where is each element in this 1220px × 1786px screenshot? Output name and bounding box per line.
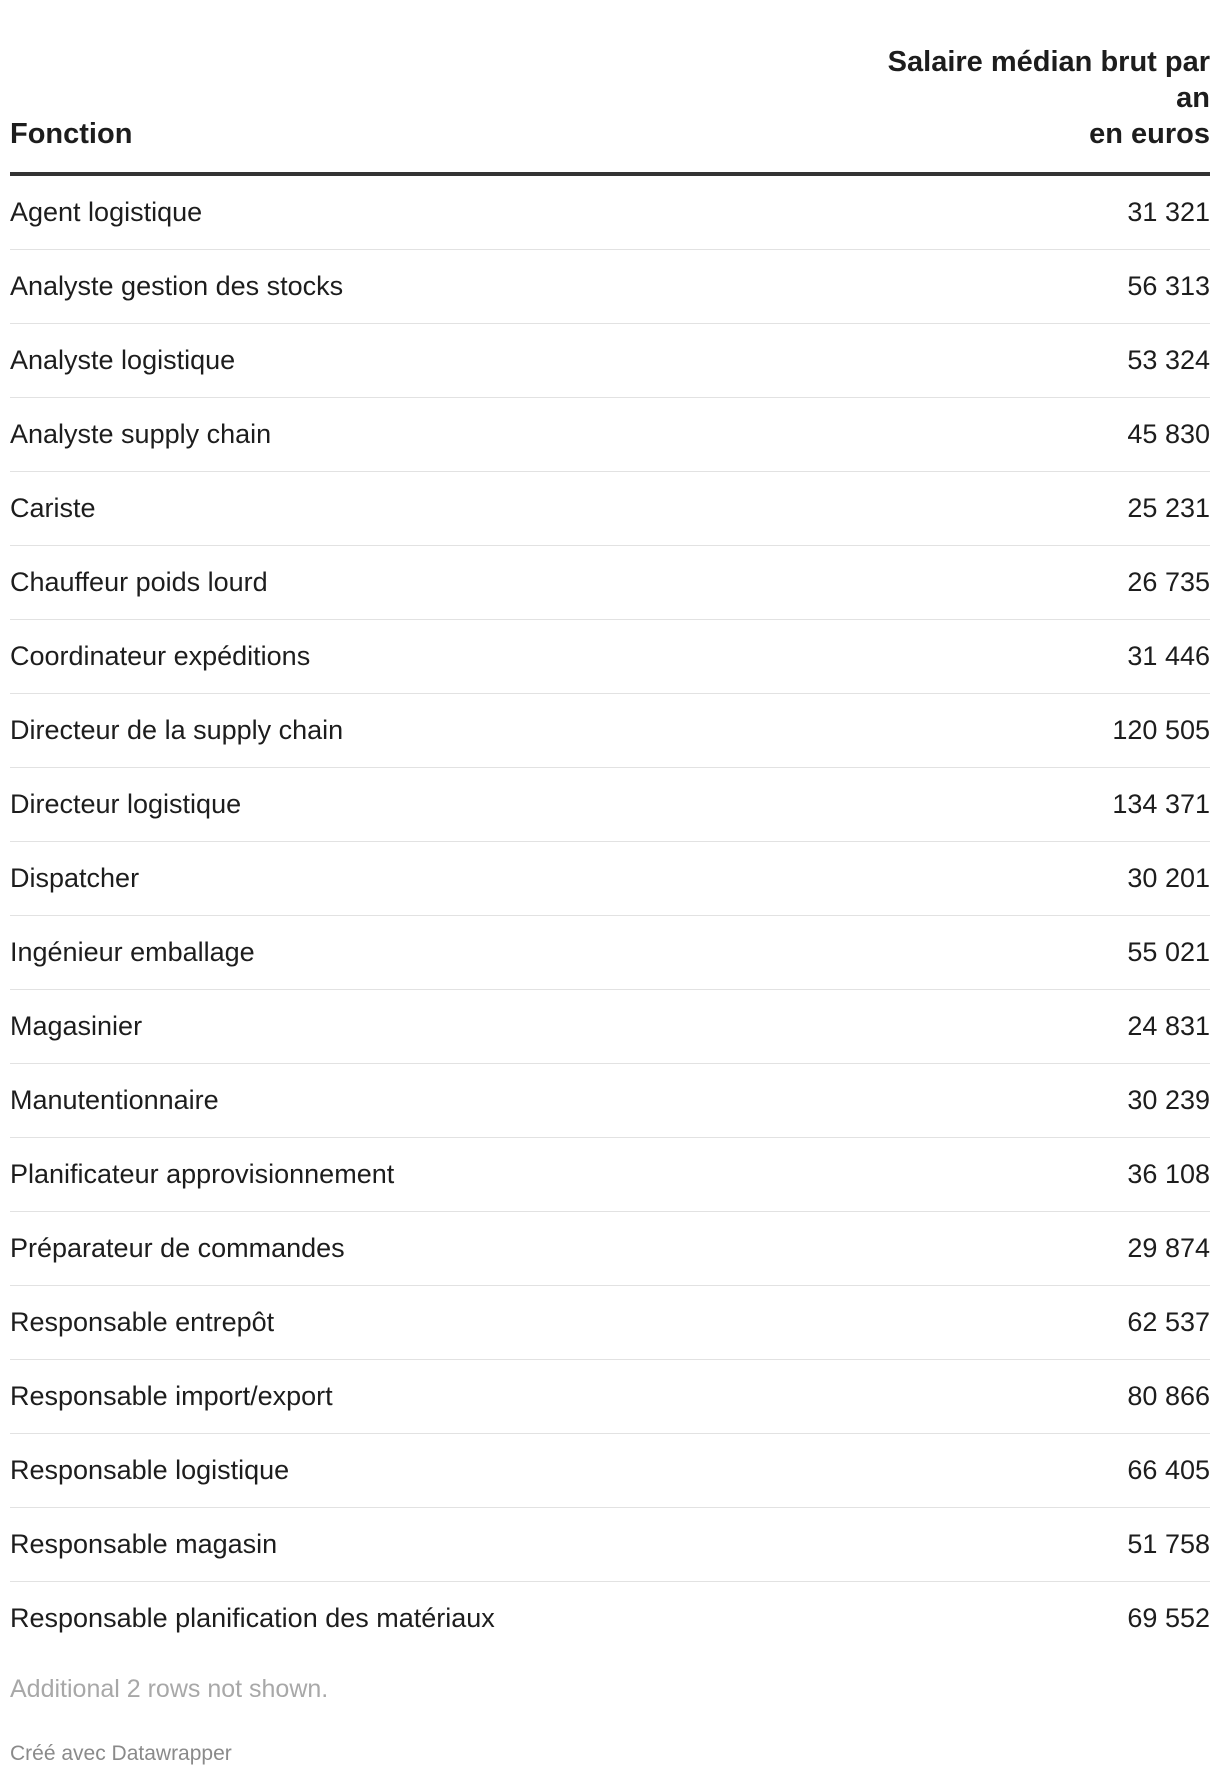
cell-fonction: Analyste logistique [10,324,850,398]
table-row [10,1138,1210,1212]
cell-salaire: 36 108 [850,1138,1210,1212]
cell-salaire: 24 831 [850,990,1210,1064]
cell-salaire: 134 371 [850,768,1210,842]
table-row [10,1360,1210,1434]
table-row [10,1286,1210,1360]
cell-salaire: 80 866 [850,1360,1210,1434]
cell-fonction: Responsable planification des matériaux [10,1603,495,1633]
cell-salaire: 31 446 [850,620,1210,694]
cell-fonction: Ingénieur emballage [10,916,850,990]
cell-salaire: 66 405 [850,1434,1210,1508]
cell-fonction: Agent logistique [10,174,850,250]
cell-salaire: 69 552 [1127,1603,1210,1633]
column-header-salaire[interactable] [850,44,1210,174]
table-row [10,174,1210,250]
table-body [10,174,1210,1655]
column-header-fonction[interactable]: Fonction [10,44,850,174]
cell-fonction: Dispatcher [10,842,850,916]
additional-rows-note: Additional 2 rows not shown. [10,1675,329,1703]
cell-fonction: Chauffeur poids lourd [10,546,850,620]
cell-fonction: Directeur de la supply chain [10,694,850,768]
table-row [10,1434,1210,1508]
cell-fonction: Magasinier [10,990,850,1064]
cell-fonction: Responsable import/export [10,1360,850,1434]
cell-salaire: 56 313 [850,250,1210,324]
table-row [10,990,1210,1064]
cell-salaire: 26 735 [850,546,1210,620]
datawrapper-credit: Créé avec Datawrapper [10,1742,232,1765]
table-header [10,44,1210,174]
table-row [10,768,1210,842]
table-row [10,546,1210,620]
cell-salaire: 45 830 [850,398,1210,472]
cell-fonction: Analyste gestion des stocks [10,250,850,324]
table-row [10,250,1210,324]
table-row [10,620,1210,694]
table-row [10,1064,1210,1138]
cell-fonction: Coordinateur expéditions [10,620,850,694]
column-header-salaire-line2: en euros [1089,118,1210,150]
cell-salaire: 62 537 [850,1286,1210,1360]
cell-salaire: 51 758 [850,1508,1210,1582]
table-row [10,398,1210,472]
cell-fonction: Manutentionnaire [10,1064,850,1138]
table-row [10,1508,1210,1582]
cell-fonction: Planificateur approvisionnement [10,1138,850,1212]
cell-salaire: 29 874 [850,1212,1210,1286]
column-header-salaire-line1: Salaire médian brut par an [887,46,1210,114]
cell-fonction: Analyste supply chain [10,398,850,472]
cell-salaire: 31 321 [850,174,1210,250]
cell-salaire: 53 324 [850,324,1210,398]
header-row [10,44,1210,174]
datawrapper-table-container [0,44,1210,1766]
cell-salaire: 55 021 [850,916,1210,990]
cell-fonction: Préparateur de commandes [10,1212,850,1286]
cell-fonction: Cariste [10,472,850,546]
cell-salaire: 30 201 [850,842,1210,916]
salary-table [10,44,1210,1655]
cell-fonction: Directeur logistique [10,768,850,842]
cell-fonction: Responsable magasin [10,1508,850,1582]
table-row [10,1212,1210,1286]
cell-salaire: 120 505 [850,694,1210,768]
table-row [10,842,1210,916]
cell-salaire: 30 239 [850,1064,1210,1138]
cell-fonction: Responsable logistique [10,1434,850,1508]
table-row [10,1582,1210,1656]
table-row [10,324,1210,398]
cell-salaire: 25 231 [850,472,1210,546]
table-row [10,472,1210,546]
table-row [10,694,1210,768]
table-row [10,916,1210,990]
cell-fonction: Responsable entrepôt [10,1286,850,1360]
